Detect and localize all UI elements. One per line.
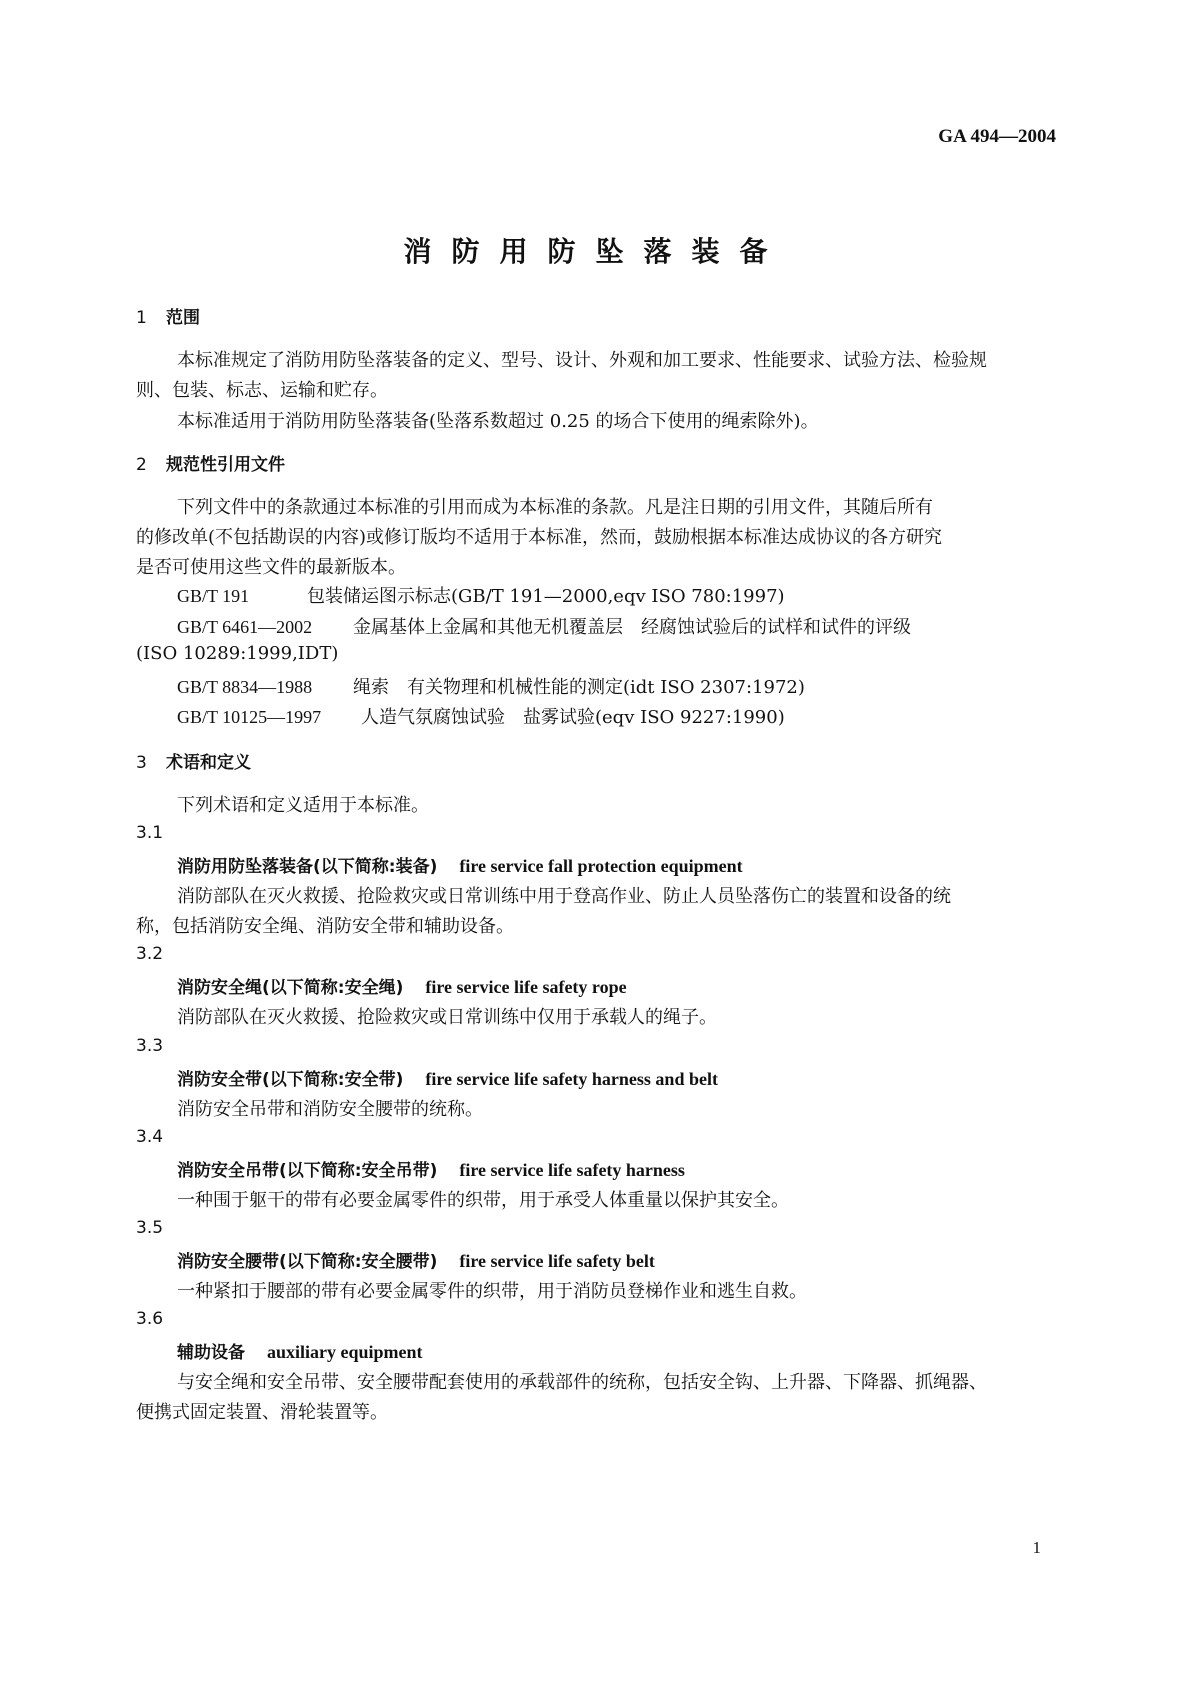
- clause-number: 3.1: [136, 823, 164, 843]
- paragraph-line: 是否可使用这些文件的最新版本。: [136, 557, 406, 578]
- reference-continuation: (ISO 10289:1999,IDT): [136, 643, 339, 664]
- reference-title: 包装储运图示标志(GB/T 191—2000,eqv ISO 780:1997): [307, 586, 785, 607]
- term-english: fire service life safety harness and belt: [425, 1069, 718, 1089]
- definition-line: 便携式固定装置、滑轮装置等。: [136, 1402, 388, 1423]
- section-heading: [136, 303, 200, 328]
- definition-line: 消防部队在灭火救援、抢险救灾或日常训练中用于登高作业、防止人员坠落伤亡的装置和设备的统: [177, 886, 951, 907]
- paragraph-line: 本标准适用于消防用防坠落装备(坠落系数超过 0.25 的场合下使用的绳索除外)。: [177, 411, 819, 432]
- term-chinese: 消防安全绳(以下简称:安全绳): [177, 978, 404, 998]
- reference-item: [177, 673, 805, 699]
- section-number: 2: [136, 455, 147, 475]
- definition-line: 一种围于躯干的带有必要金属零件的织带，用于承受人体重量以保护其安全。: [177, 1190, 789, 1211]
- paragraph-line: 本标准规定了消防用防坠落装备的定义、型号、设计、外观和加工要求、性能要求、试验方法、检验规: [177, 350, 987, 371]
- term-heading: [177, 1065, 718, 1090]
- section-number: 3: [136, 753, 147, 773]
- reference-code: GB/T 8834—1988: [177, 677, 313, 697]
- term-chinese: 消防安全腰带(以下简称:安全腰带): [177, 1252, 438, 1272]
- reference-title: 金属基体上金属和其他无机覆盖层 经腐蚀试验后的试样和试件的评级: [353, 617, 911, 638]
- term-chinese: 消防用防坠落装备(以下简称:装备): [177, 857, 438, 877]
- reference-title: 绳索 有关物理和机械性能的测定(idt ISO 2307:1972): [353, 677, 805, 698]
- clause-number: 3.6: [136, 1309, 164, 1329]
- clause-number: 3.3: [136, 1036, 164, 1056]
- term-chinese: 辅助设备: [177, 1343, 245, 1363]
- reference-item: [177, 703, 785, 729]
- term-heading: [177, 973, 627, 998]
- term-heading: [177, 852, 743, 877]
- clause-number: 3.5: [136, 1218, 164, 1238]
- term-chinese: 消防安全带(以下简称:安全带): [177, 1070, 404, 1090]
- page-number: 1: [1032, 1538, 1041, 1557]
- term-heading: [177, 1156, 685, 1181]
- definition-line: 一种紧扣于腰部的带有必要金属零件的织带，用于消防员登梯作业和逃生自救。: [177, 1281, 807, 1302]
- paragraph-line: 则、包装、标志、运输和贮存。: [136, 380, 388, 401]
- term-heading: [177, 1338, 423, 1363]
- reference-code: GB/T 191: [177, 586, 250, 606]
- clause-number: 3.4: [136, 1127, 164, 1147]
- section-heading: [136, 450, 285, 475]
- term-heading: [177, 1247, 655, 1272]
- definition-line: 消防部队在灭火救援、抢险救灾或日常训练中仅用于承载人的绳子。: [177, 1007, 717, 1028]
- reference-code: GB/T 6461—2002: [177, 617, 313, 637]
- term-english: fire service life safety rope: [425, 977, 627, 997]
- reference-title: 人造气氛腐蚀试验 盐雾试验(eqv ISO 9227:1990): [361, 707, 785, 728]
- section-heading: [136, 748, 251, 773]
- definition-line: 称，包括消防安全绳、消防安全带和辅助设备。: [136, 916, 514, 937]
- term-english: fire service life safety harness: [459, 1160, 685, 1180]
- definition-line: 消防安全吊带和消防安全腰带的统称。: [177, 1099, 483, 1120]
- section-title: 术语和定义: [166, 753, 251, 773]
- page-title: 消防用防坠落装备: [403, 235, 788, 268]
- section-title: 规范性引用文件: [166, 455, 285, 475]
- paragraph-line: 下列术语和定义适用于本标准。: [177, 795, 429, 816]
- paragraph-line: 下列文件中的条款通过本标准的引用而成为本标准的条款。凡是注日期的引用文件，其随后所有: [177, 497, 933, 518]
- term-english: fire service fall protection equipment: [459, 856, 743, 876]
- definition-line: 与安全绳和安全吊带、安全腰带配套使用的承载部件的统称，包括安全钩、上升器、下降器、抓绳器、: [177, 1372, 987, 1393]
- term-chinese: 消防安全吊带(以下简称:安全吊带): [177, 1161, 438, 1181]
- clause-number: 3.2: [136, 944, 164, 964]
- section-number: 1: [136, 308, 147, 328]
- term-english: fire service life safety belt: [459, 1251, 655, 1271]
- reference-code: GB/T 10125—1997: [177, 707, 322, 727]
- paragraph-line: 的修改单(不包括勘误的内容)或修订版均不适用于本标准，然而，鼓励根据本标准达成协议的各方研究: [136, 527, 943, 548]
- section-title: 范围: [166, 308, 200, 328]
- reference-item: [177, 613, 911, 639]
- standard-code: GA 494—2004: [938, 126, 1056, 147]
- term-english: auxiliary equipment: [267, 1342, 423, 1362]
- reference-item: [177, 582, 785, 608]
